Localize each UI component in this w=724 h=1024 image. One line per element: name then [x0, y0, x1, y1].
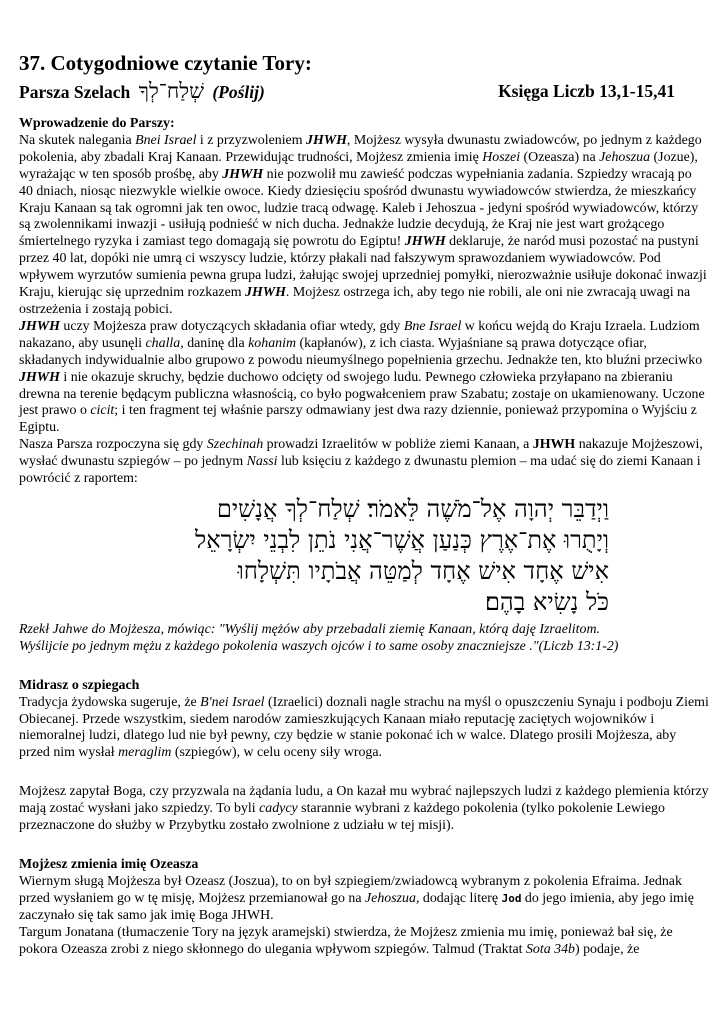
hebrew-verse-line: כֹּל נָשִׂיא בָהֶם׃ — [484, 587, 609, 616]
translation-quote-line-2: Wyślijcie po jednym mężu z każdego pokolenia waszych ojców i to same osoby znaczniejsze ."(Liczb 13:1-2) — [19, 638, 619, 654]
document-page — [19, 50, 709, 958]
rename-paragraph-2: Targum Jonatana (tłumaczenie Tory na język aramejski) stwierdza, że Mojżesz zmienia mu imię, ponieważ bał się, że pokora Ozeasza zrobi z niego skłonnego do ulegania wpływom szpiegów. Talmud (Traktat Sota 34b) podaje, że — [19, 924, 673, 957]
translation-quote-line-1: Rzekł Jahwe do Mojżesza, mówiąc: "Wyślij mężów aby przebadali ziemię Kanaan, którą daję Izraelitom. — [19, 621, 600, 637]
hebrew-verse-line: וְיָתֻרוּ אֶת־אֶרֶץ כְּנַעַן אֲשֶׁר־אֲנִי נֹתֵן לִבְנֵי יִשְׂרָאֵל — [195, 525, 609, 554]
parsha-hebrew: שְׁלַח־לְךָ — [138, 79, 204, 103]
page-title: 37. Cotygodniowe czytanie Tory: — [19, 51, 312, 75]
book-reference: Księga Liczb 13,1-15,41 — [498, 81, 675, 101]
midrash-heading: Midrasz o szpiegach — [19, 677, 140, 693]
intro-heading: Wprowadzenie do Parszy: — [19, 116, 175, 131]
document-body — [19, 116, 709, 958]
subtitle-row — [19, 77, 709, 105]
parsha-name: Parsza Szelach — [19, 82, 131, 102]
hebrew-verse-line: וַיְדַבֵּר יְהוָה אֶל־מֹשֶׁה לֵּאמֹר׃ שְׁלַח־לְךָ אֲנָשִׁים — [216, 494, 609, 523]
midrash-paragraph-1: Tradycja żydowska sugeruje, że B'nei Israel (Izraelici) doznali nagle strachu na myśl o opuszczeniu Synaju i podboju Ziemi Obiecanej. Przede wszystkim, siedem narodów zamieszkujących Kanaan miało reputację zaciętych wojowników i niemoralnej ludzi, dlatego lud nie był pewny, czy będzie w stanie pokonać ich w walce. Dlatego prosili Mojżesza, aby przed nim wysłał meraglim (szpiegów), w celu oceny siły wroga. — [19, 694, 709, 761]
hebrew-verse-line: אִישׁ אֶחָד אִישׁ אֶחָד לְמַטֵּה אֲבֹתָיו תִּשְׁלָחוּ — [237, 556, 609, 585]
intro-paragraph-1: Na skutek nalegania Bnei Israel i z przyzwoleniem JHWH, Mojżesz wysyła dwunastu zwiadowców, po jednym z każdego pokolenia, aby zbadali Kraj Kanaan. Przewidując trudności, Mojżesz zmienia imię Hoszei (Ozeasza) na Jehoszua (Jozue), wyrażając w ten sposób prośbę, aby JHWH nie pozwolił mu zawieść podczas wypełniania zadania. Szpiedzy wracają po 40 dniach, niosąc niezwykle wielkie owoce. Kiedy dziesięciu spośród dwunastu wywiadowców stwierdza, że mieszkańcy Kraju Kanaan są tak ogromni jak ten owoc, ludzie tracą odwagę. Kaleb i Jehoszua - jedyni spośród wywiadowców, którzy są zwolennikami inwazji - usiłują podnieść w nich ducha. Jednakże ludzie decydują, że Kraj nie jest wart grożącego śmiertelnego ryzyka i zamiast tego domagają się powrotu do Egiptu! JHWH deklaruje, że naród musi pozostać na pustyni przez 40 lat, dopóki nie umrą ci wszyscy ludzie, którzy płakali nad fałszywym sprawozdaniem wywiadowców. Pod wpływem wyrzutów sumienia pewna grupa ludzi, żałując swojej uprzedniej pomyłki, nierozważnie usiłuje dokonać inwazji Kraju, kierując się uprzednim rozkazem JHWH. Mojżesz ostrzega ich, aby tego nie robili, ale oni nie zwracają uwagi na ostrzeżenia i zostają pobici. — [19, 132, 707, 317]
hebrew-verse-block — [19, 494, 709, 618]
intro-paragraph-2: JHWH uczy Mojżesza praw dotyczących składania ofiar wtedy, gdy Bne Israel w końcu wejdą do Kraju Izraela. Ludziom nakazano, aby usunęli challa, daninę dla kohanim (kapłanów), z ich ciasta. Wyjaśniane są prawa dotyczące ofiar, składanych indywidualnie albo grupowo z powodu nieumyślnego popełnienia grzechu. Jednakże ten, kto bluźni przeciwko JHWH i nie okazuje skruchy, będzie duchowo odcięty od swojego ludu. Pewnego człowieka przyłapano na zbieraniu drewna na terenie będącym publiczna własnością, co było pogwałceniem praw Szabatu; zostaje on ukamienowany. Uczone jest prawo o cicit; i ten fragment tej właśnie parszy odmawiany jest dwa razy dziennie, ponieważ przypomina o Wyjściu z Egiptu. — [19, 318, 705, 436]
parsha-translation: (Poślij) — [212, 82, 265, 102]
midrash-paragraph-2: Mojżesz zapytał Boga, czy przyzwala na żądania ludu, a On kazał mu wybrać najlepszych ludzi z każdego plemienia którzy mają zostać wysłani jako szpiedzy. To byli cadycy starannie wybrani z każdego pokolenia (tylko pokolenie Lewiego przeznaczone do służby w Przybytku zostało zwolnione z udziału w tej misji). — [19, 784, 709, 834]
rename-heading: Mojżesz zmienia imię Ozeasza — [19, 857, 199, 872]
rename-paragraph-1: Wiernym sługą Mojżesza był Ozeasz (Joszua), to on był szpiegiem/zwiadowcą wybranym z pokolenia Efraima. Jednak przed wysłaniem go w tę misję, Mojżesz przemianował go na Jehoszua, dodając literę Jod do jego imienia, aby jego imię zaczynało się tak samo jak imię Boga JHWH. — [19, 873, 694, 923]
parsha-title — [19, 77, 265, 106]
jod-letter: Jod — [501, 891, 522, 905]
intro-paragraph-3: Nasza Parsza rozpoczyna się gdy Szechinah prowadzi Izraelitów w pobliże ziemi Kanaan, a JHWH nakazuje Mojżeszowi, wysłać dwunastu szpiegów – po jednym Nassi lub księciu z każdego z dwunastu plemion – ma udać się do ziemi Kanaan i powrócić z raportem: — [19, 437, 703, 487]
